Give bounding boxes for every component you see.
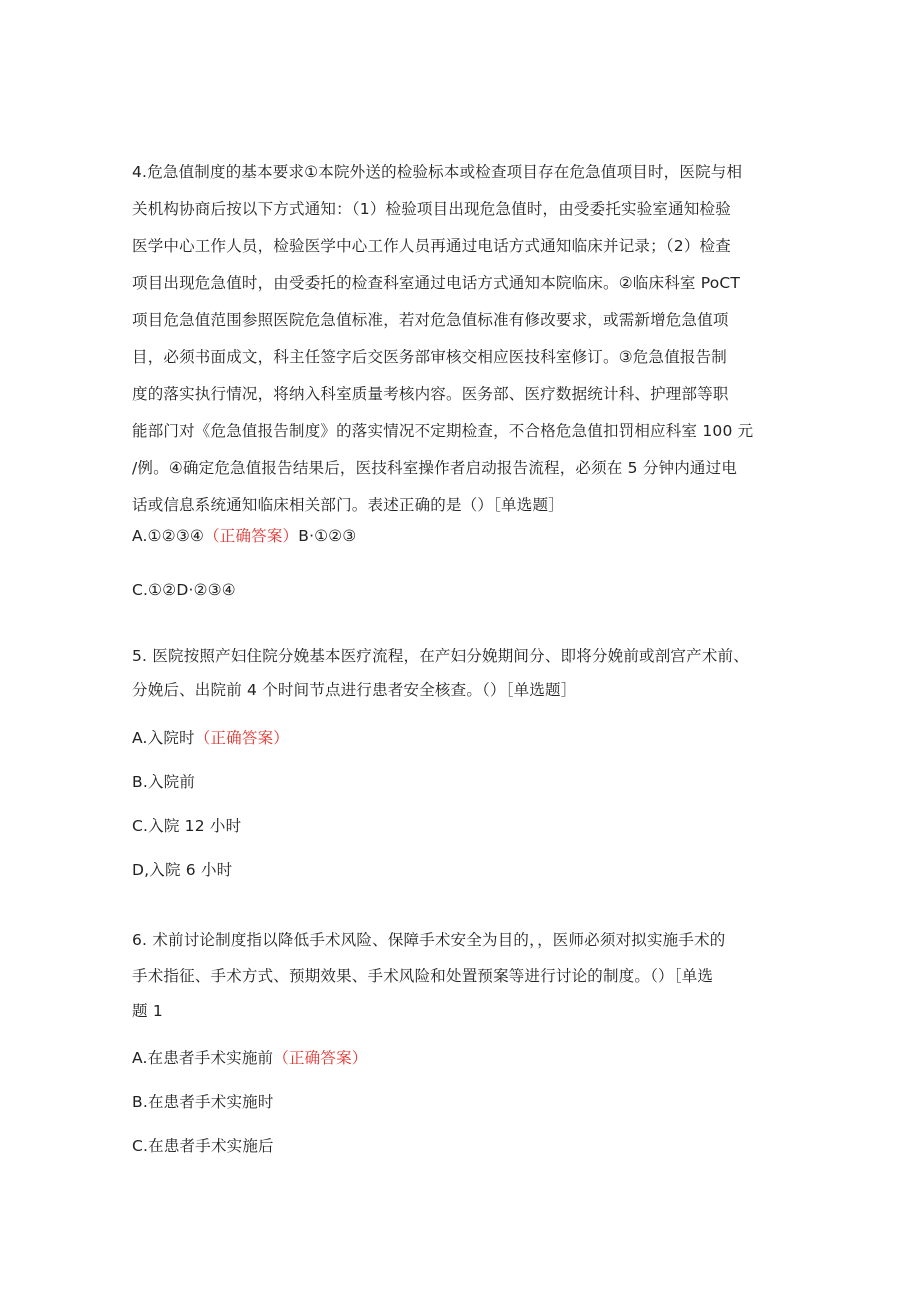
- question-4-options-cd: C.①②D·②③④: [132, 581, 236, 599]
- question-4-options-ab: [132, 526, 812, 546]
- question-4-line: /例。④确定危急值报告结果后，医技科室操作者启动报告流程，必须在 5 分钟内通过电: [132, 459, 738, 477]
- question-4-line: 能部门对《危急值报告制度》的落实情况不定期检查，不合格危急值扣罚相应科室 100 元: [132, 422, 754, 440]
- question-4-line: 项目出现危急值时，由受委托的检查科室通过电话方式通知本院临床。②临床科室 PoCT: [132, 274, 741, 292]
- option-a: A.①②③④: [132, 527, 205, 545]
- question-4-line: 度的落实执行情况，将纳入科室质量考核内容。医务部、医疗数据统计科、护理部等职: [132, 385, 729, 403]
- question-4-line: 医学中心工作人员，检验医学中心工作人员再通过电话方式通知临床并记录；（2）检查: [132, 237, 731, 255]
- option-a: A.入院时: [132, 729, 195, 747]
- question-4-line: 关机构协商后按以下方式通知：（1）检验项目出现危急值时，由受委托实验室通知检验: [132, 200, 731, 218]
- question-5-option-a: [132, 728, 812, 748]
- question-5-option-c: C.入院 12 小时: [132, 817, 242, 835]
- question-4-line: 项目危急值范围参照医院危急值标准，若对危急值标准有修改要求，或需新增危急值项: [132, 311, 729, 329]
- correct-answer-mark: （正确答案）: [204, 527, 299, 545]
- question-5-option-b: B.入院前: [132, 773, 196, 791]
- question-4-line: 4.危急值制度的基本要求①本院外送的检验标本或检查项目存在危急值项目时，医院与相: [132, 163, 743, 181]
- question-6-option-c: C.在患者手术实施后: [132, 1137, 274, 1155]
- question-4-line: 目，必须书面成文，科主任签字后交医务部审核交相应医技科室修订。③危急值报告制: [132, 348, 727, 366]
- question-5-line: 分娩后、出院前 4 个时间节点进行患者安全核查。（）［单选题］: [132, 681, 577, 699]
- question-4-line: 话或信息系统通知临床相关部门。表述正确的是（）［单选题］: [132, 496, 564, 514]
- question-5-line: 5. 医院按照产妇住院分娩基本医疗流程，在产妇分娩期间分、即将分娩前或剖宫产术前、: [132, 647, 749, 665]
- correct-answer-mark: （正确答案）: [273, 1049, 368, 1067]
- question-6-option-b: B.在患者手术实施时: [132, 1093, 274, 1111]
- question-6-line: 6. 术前讨论制度指以降低手术风险、保障手术安全为目的，，医师必须对拟实施手术的: [132, 931, 726, 949]
- option-a: A.在患者手术实施前: [132, 1049, 274, 1067]
- question-6-option-a: [132, 1048, 812, 1068]
- option-b: B·①②③: [298, 527, 357, 545]
- question-6-line: 手术指征、手术方式、预期效果、手术风险和处置预案等进行讨论的制度。（）［单选: [132, 967, 714, 985]
- correct-answer-mark: （正确答案）: [194, 729, 289, 747]
- question-6-line: 题 1: [132, 1002, 163, 1020]
- question-5-option-d: D,入院 6 小时: [132, 861, 233, 879]
